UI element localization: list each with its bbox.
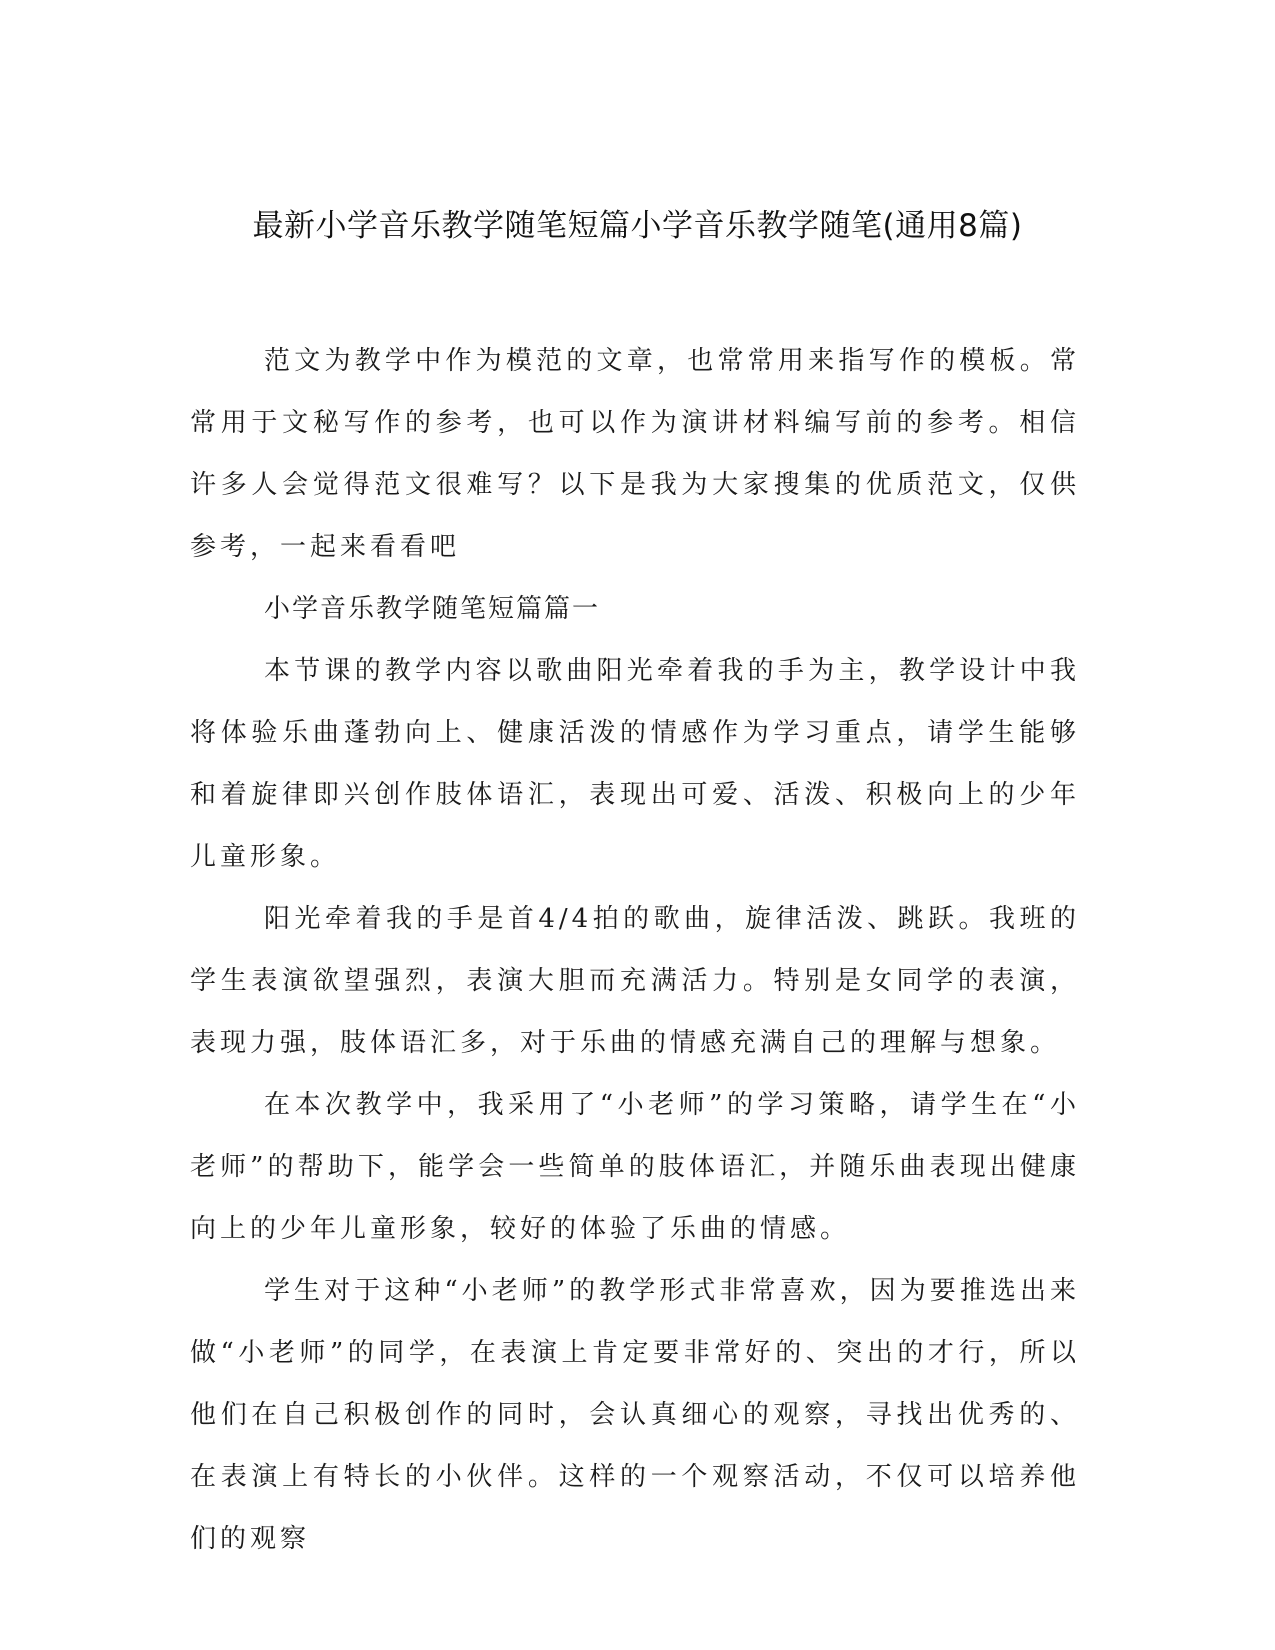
intro-paragraph: 范文为教学中作为模范的文章，也常常用来指写作的模板。常常用于文秘写作的参考，也可以作为演讲材料编写前的参考。相信许多人会觉得范文很难写？以下是我为大家搜集的优质范文，仅供参考，一起来看看吧	[190, 346, 1080, 562]
body-paragraph-2: 阳光牵着我的手是首4/4拍的歌曲，旋律活泼、跳跃。我班的学生表演欲望强烈，表演大胆而充满活力。特别是女同学的表演，表现力强，肢体语汇多，对于乐曲的情感充满自己的理解与想象。	[190, 904, 1080, 1058]
body-paragraph-4: 学生对于这种“小老师”的教学形式非常喜欢，因为要推选出来做“小老师”的同学，在表演上肯定要非常好的、突出的才行，所以他们在自己积极创作的同时，会认真细心的观察，寻找出优秀的、在表演上有特长的小伙伴。这样的一个观察活动，不仅可以培养他们的观察	[190, 1276, 1080, 1554]
document-body	[190, 330, 1080, 1570]
body-paragraph-1: 本节课的教学内容以歌曲阳光牵着我的手为主，教学设计中我将体验乐曲蓬勃向上、健康活泼的情感作为学习重点，请学生能够和着旋律即兴创作肢体语汇，表现出可爱、活泼、积极向上的少年儿童形象。	[190, 656, 1080, 872]
document-title: 最新小学音乐教学随笔短篇小学音乐教学随笔(通用8篇)	[252, 208, 1023, 244]
section-heading: 小学音乐教学随笔短篇篇一	[264, 594, 601, 624]
body-paragraph-3: 在本次教学中，我采用了“小老师”的学习策略，请学生在“小老师”的帮助下，能学会一些简单的肢体语汇，并随乐曲表现出健康向上的少年儿童形象，较好的体验了乐曲的情感。	[190, 1090, 1080, 1244]
